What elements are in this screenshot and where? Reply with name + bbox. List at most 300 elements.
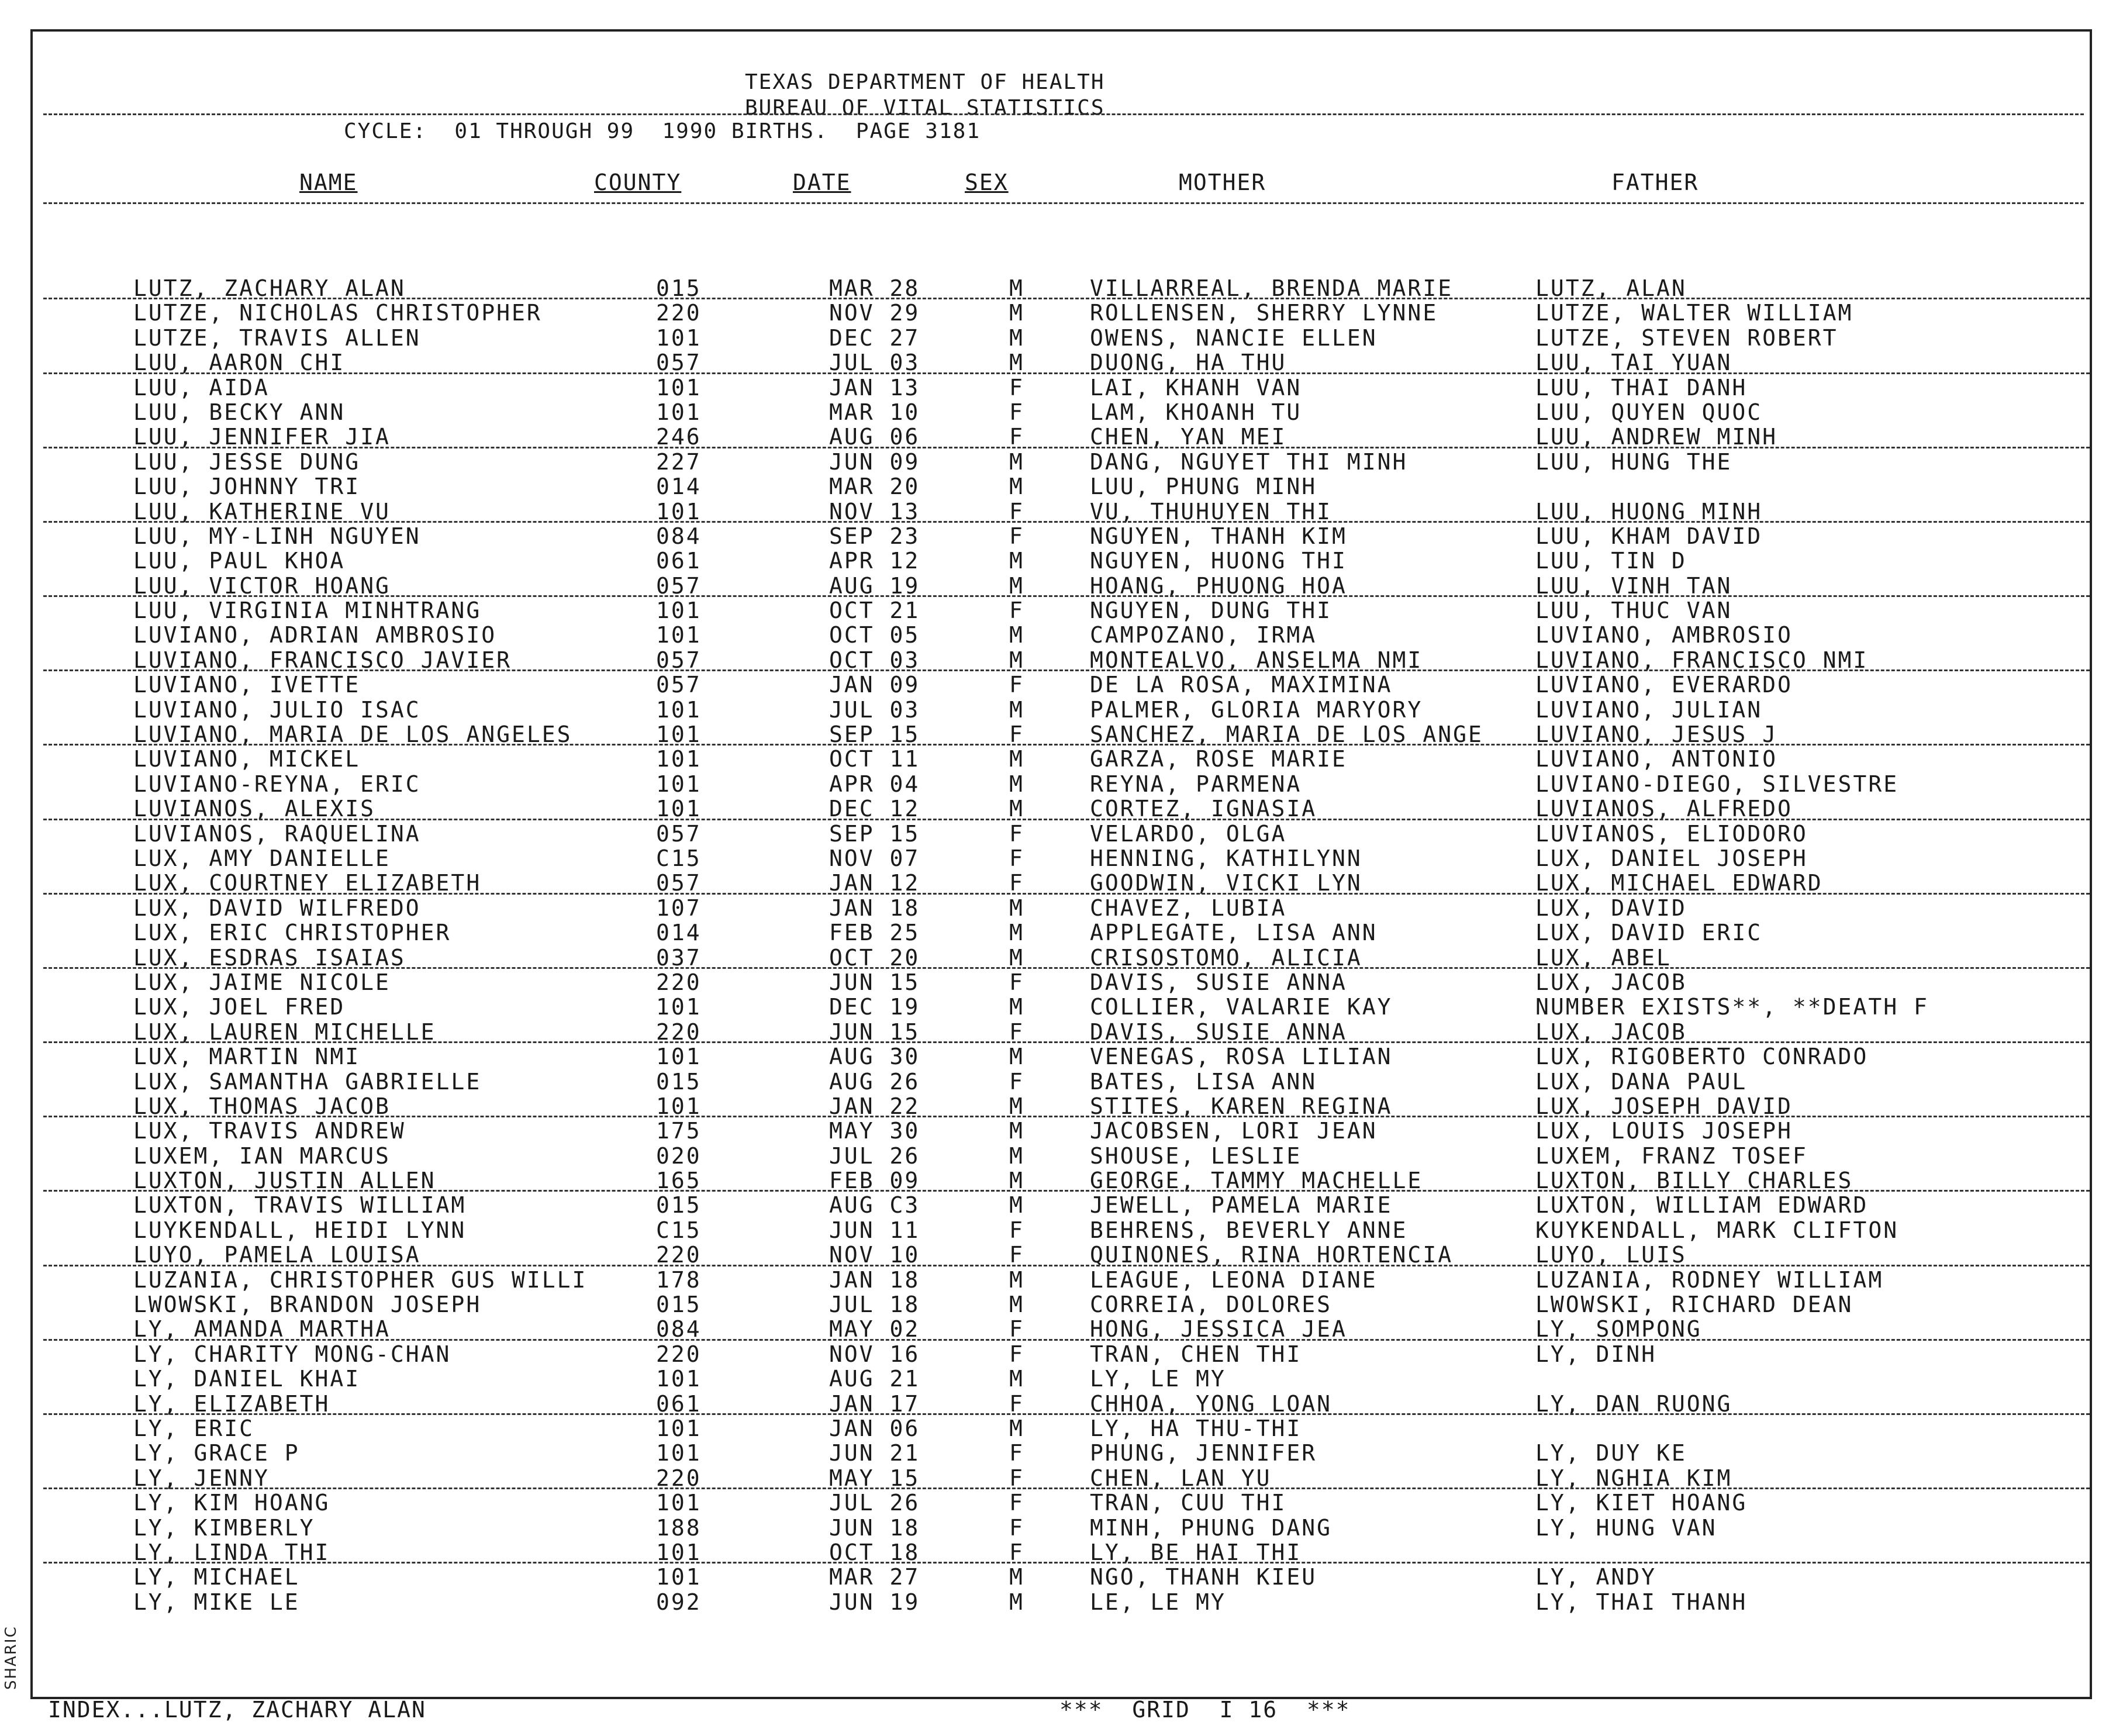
cell-name: LUTZE, NICHOLAS CHRISTOPHER — [133, 300, 542, 326]
column-header-county: COUNTY — [594, 170, 682, 195]
cell-county: 057 — [656, 672, 702, 698]
table-row — [33, 896, 2090, 920]
cell-county: 084 — [656, 523, 702, 549]
cell-mother: STITES, KAREN REGINA — [1090, 1093, 1393, 1119]
cell-name: LUU, JOHNNY TRI — [133, 474, 361, 500]
cell-sex: F — [1009, 820, 1024, 847]
cell-date: JAN 06 — [829, 1415, 920, 1441]
cell-name: LUX, LAUREN MICHELLE — [133, 1019, 436, 1045]
cell-county: C15 — [656, 845, 702, 871]
cell-mother: CHHOA, YONG LOAN — [1090, 1390, 1333, 1417]
cell-father: LUU, HUNG THE — [1535, 448, 1732, 475]
cell-sex: F — [1009, 969, 1024, 995]
cell-mother: PALMER, GLORIA MARYORY — [1090, 696, 1423, 723]
cell-date: JAN 12 — [829, 870, 920, 896]
cell-father: LUU, THUC VAN — [1535, 598, 1732, 624]
cell-date: JUN 11 — [829, 1217, 920, 1243]
cell-name: LUU, AARON CHI — [133, 350, 346, 376]
cell-county: 220 — [656, 969, 702, 995]
cell-father: LUVIANO-DIEGO, SILVESTRE — [1535, 771, 1899, 797]
table-row — [33, 524, 2090, 548]
table-row — [33, 1416, 2090, 1441]
table-row — [33, 326, 2090, 350]
cell-sex: F — [1009, 1217, 1024, 1243]
cell-father: LUU, VINH TAN — [1535, 572, 1732, 599]
cell-name: LY, JENNY — [133, 1465, 270, 1491]
cell-name: LUX, THOMAS JACOB — [133, 1093, 391, 1119]
cell-mother: VELARDO, OLGA — [1090, 820, 1287, 847]
cell-sex: F — [1009, 399, 1024, 425]
cell-father: LUU, KHAM DAVID — [1535, 523, 1763, 549]
header-cycle: CYCLE: 01 THROUGH 99 1990 BIRTHS. PAGE 3181 — [344, 119, 981, 143]
cell-date: DEC 19 — [829, 994, 920, 1020]
cell-father: LUZANIA, RODNEY WILLIAM — [1535, 1266, 1884, 1293]
cell-date: APR 12 — [829, 548, 920, 574]
cell-county: 061 — [656, 1390, 702, 1417]
cell-date: JAN 22 — [829, 1093, 920, 1119]
cell-county: 220 — [656, 300, 702, 326]
cell-mother: DAVIS, SUSIE ANNA — [1090, 969, 1347, 995]
cell-sex: M — [1009, 548, 1024, 574]
cell-sex: M — [1009, 1292, 1024, 1318]
cell-sex: M — [1009, 1564, 1024, 1590]
cell-name: LUU, MY-LINH NGUYEN — [133, 523, 421, 549]
cell-mother: VILLARREAL, BRENDA MARIE — [1090, 275, 1454, 301]
cell-date: SEP 23 — [829, 523, 920, 549]
column-header-name: NAME — [299, 170, 358, 195]
column-header-father: FATHER — [1611, 170, 1699, 195]
table-row — [33, 871, 2090, 895]
cell-father: LUU, QUYEN QUOC — [1535, 399, 1763, 425]
cell-mother: PHUNG, JENNIFER — [1090, 1440, 1317, 1466]
cell-sex: F — [1009, 870, 1024, 896]
table-row — [33, 1020, 2090, 1044]
cell-mother: DE LA ROSA, MAXIMINA — [1090, 672, 1393, 698]
cell-county: 037 — [656, 944, 702, 971]
table-row — [33, 499, 2090, 524]
cell-date: APR 04 — [829, 771, 920, 797]
cell-county: 227 — [656, 448, 702, 475]
cell-county: 015 — [656, 1068, 702, 1095]
cell-date: MAR 27 — [829, 1564, 920, 1590]
cell-mother: CRISOSTOMO, ALICIA — [1090, 944, 1362, 971]
cell-mother: LE, LE MY — [1090, 1589, 1226, 1615]
cell-county: 057 — [656, 820, 702, 847]
cell-name: LUZANIA, CHRISTOPHER GUS WILLI — [133, 1266, 588, 1293]
cell-sex: M — [1009, 696, 1024, 723]
cell-sex: M — [1009, 796, 1024, 822]
table-row — [33, 1565, 2090, 1589]
cell-name: LUX, COURTNEY ELIZABETH — [133, 870, 482, 896]
cell-county: 101 — [656, 498, 702, 524]
cell-sex: M — [1009, 1192, 1024, 1219]
table-row — [33, 822, 2090, 846]
cell-county: 015 — [656, 1192, 702, 1219]
cell-county: 246 — [656, 424, 702, 450]
cell-name: LUYO, PAMELA LOUISA — [133, 1242, 421, 1268]
header-rule-bottom — [43, 202, 2084, 204]
cell-father: LUX, DANIEL JOSEPH — [1535, 845, 1808, 871]
table-row — [33, 1193, 2090, 1217]
cell-name: LUX, DAVID WILFREDO — [133, 895, 421, 921]
table-row — [33, 698, 2090, 722]
table-row — [33, 301, 2090, 325]
table-row — [33, 1317, 2090, 1341]
cell-sex: F — [1009, 672, 1024, 698]
cell-county: 015 — [656, 1292, 702, 1318]
cell-name: LUVIANO, JULIO ISAC — [133, 696, 421, 723]
cell-county: 101 — [656, 722, 702, 748]
cell-father: LUTZE, WALTER WILLIAM — [1535, 300, 1853, 326]
cell-date: AUG 26 — [829, 1068, 920, 1095]
cell-sex: F — [1009, 1390, 1024, 1417]
cell-county: 220 — [656, 1465, 702, 1491]
cell-mother: BATES, LISA ANN — [1090, 1068, 1317, 1095]
cell-sex: M — [1009, 920, 1024, 946]
cell-father: LUTZ, ALAN — [1535, 275, 1687, 301]
cell-name: LUU, JESSE DUNG — [133, 448, 361, 475]
table-row — [33, 1119, 2090, 1143]
cell-mother: MINH, PHUNG DANG — [1090, 1514, 1333, 1541]
table-row — [33, 672, 2090, 697]
cell-mother: LY, LE MY — [1090, 1366, 1226, 1392]
cell-sex: F — [1009, 523, 1024, 549]
cell-sex: M — [1009, 746, 1024, 772]
header-rule-top — [43, 113, 2084, 115]
cell-county: 165 — [656, 1168, 702, 1194]
cell-county: 101 — [656, 598, 702, 624]
cell-date: OCT 05 — [829, 622, 920, 648]
cell-name: LUU, KATHERINE VU — [133, 498, 391, 524]
cell-date: JUN 15 — [829, 969, 920, 995]
table-row — [33, 1516, 2090, 1540]
cell-father: LUX, JACOB — [1535, 1019, 1687, 1045]
cell-mother: OWENS, NANCIE ELLEN — [1090, 325, 1378, 351]
cell-date: AUG 21 — [829, 1366, 920, 1392]
cell-name: LUX, JOEL FRED — [133, 994, 346, 1020]
table-row — [33, 548, 2090, 573]
cell-sex: M — [1009, 1589, 1024, 1615]
cell-date: JUN 15 — [829, 1019, 920, 1045]
table-row — [33, 474, 2090, 499]
cell-date: OCT 21 — [829, 598, 920, 624]
cell-county: 092 — [656, 1589, 702, 1615]
cell-mother: TRAN, CUU THI — [1090, 1490, 1287, 1516]
cell-date: FEB 09 — [829, 1168, 920, 1194]
table-row — [33, 598, 2090, 623]
table-row — [33, 1044, 2090, 1069]
cell-father: KUYKENDALL, MARK CLIFTON — [1535, 1217, 1899, 1243]
cell-mother: HONG, JESSICA JEA — [1090, 1316, 1347, 1342]
cell-sex: F — [1009, 1068, 1024, 1095]
table-row — [33, 424, 2090, 449]
cell-sex: M — [1009, 1415, 1024, 1441]
table-row — [33, 772, 2090, 796]
table-row — [33, 375, 2090, 400]
cell-sex: F — [1009, 722, 1024, 748]
cell-sex: M — [1009, 1118, 1024, 1144]
cell-county: 220 — [656, 1019, 702, 1045]
cell-name: LUU, JENNIFER JIA — [133, 424, 391, 450]
cell-name: LUX, ERIC CHRISTOPHER — [133, 920, 451, 946]
cell-sex: F — [1009, 1514, 1024, 1541]
cell-name: LUVIANOS, ALEXIS — [133, 796, 376, 822]
cell-father: LUTZE, STEVEN ROBERT — [1535, 325, 1838, 351]
table-row — [33, 1268, 2090, 1292]
cell-county: 220 — [656, 1242, 702, 1268]
cell-date: JAN 18 — [829, 895, 920, 921]
cell-mother: VENEGAS, ROSA LILIAN — [1090, 1044, 1393, 1070]
cell-name: LUYKENDALL, HEIDI LYNN — [133, 1217, 467, 1243]
cell-name: LY, DANIEL KHAI — [133, 1366, 361, 1392]
cell-county: 175 — [656, 1118, 702, 1144]
cell-father: LUVIANOS, ELIODORO — [1535, 820, 1808, 847]
cell-county: 057 — [656, 647, 702, 673]
cell-father: LUU, TAI YUAN — [1535, 350, 1732, 376]
cell-mother: LAI, KHANH VAN — [1090, 374, 1302, 401]
cell-date: JAN 18 — [829, 1266, 920, 1293]
table-row — [33, 1243, 2090, 1267]
table-row — [33, 400, 2090, 424]
table-row — [33, 1069, 2090, 1094]
cell-sex: F — [1009, 1539, 1024, 1565]
cell-mother: GEORGE, TAMMY MACHELLE — [1090, 1168, 1423, 1194]
cell-mother: MONTEALVO, ANSELMA NMI — [1090, 647, 1423, 673]
cell-county: 101 — [656, 1440, 702, 1466]
cell-date: JAN 13 — [829, 374, 920, 401]
cell-date: JUN 19 — [829, 1589, 920, 1615]
cell-mother: LAM, KHOANH TU — [1090, 399, 1302, 425]
table-row — [33, 1441, 2090, 1465]
table-row — [33, 970, 2090, 995]
cell-name: LY, LINDA THI — [133, 1539, 330, 1565]
cell-father: LY, DAN RUONG — [1535, 1390, 1732, 1417]
cell-date: JUL 26 — [829, 1490, 920, 1516]
column-header-mother: MOTHER — [1179, 170, 1266, 195]
cell-mother: APPLEGATE, LISA ANN — [1090, 920, 1378, 946]
table-row — [33, 1094, 2090, 1119]
cell-mother: GARZA, ROSE MARIE — [1090, 746, 1347, 772]
cell-father: LY, ANDY — [1535, 1564, 1657, 1590]
cell-mother: GOODWIN, VICKI LYN — [1090, 870, 1362, 896]
cell-mother: NGUYEN, DUNG THI — [1090, 598, 1333, 624]
cell-father: LUU, THAI DANH — [1535, 374, 1748, 401]
cell-date: JUL 26 — [829, 1143, 920, 1169]
table-row — [33, 574, 2090, 598]
cell-name: LUX, ESDRAS ISAIAS — [133, 944, 406, 971]
cell-county: 084 — [656, 1316, 702, 1342]
cell-sex: M — [1009, 994, 1024, 1020]
cell-sex: M — [1009, 895, 1024, 921]
cell-sex: F — [1009, 598, 1024, 624]
table-row — [33, 350, 2090, 375]
cell-father: LUXTON, WILLIAM EDWARD — [1535, 1192, 1869, 1219]
cell-father: LUX, JOSEPH DAVID — [1535, 1093, 1793, 1119]
cell-county: 101 — [656, 994, 702, 1020]
cell-sex: M — [1009, 275, 1024, 301]
cell-county: 101 — [656, 771, 702, 797]
cell-sex: F — [1009, 1490, 1024, 1516]
cell-county: 057 — [656, 870, 702, 896]
cell-father: LWOWSKI, RICHARD DEAN — [1535, 1292, 1853, 1318]
cell-sex: M — [1009, 1093, 1024, 1119]
cell-date: AUG 06 — [829, 424, 920, 450]
cell-name: LUXEM, IAN MARCUS — [133, 1143, 391, 1169]
cell-county: 101 — [656, 1044, 702, 1070]
cell-county: 107 — [656, 895, 702, 921]
cell-mother: VU, THUHUYEN THI — [1090, 498, 1333, 524]
cell-date: SEP 15 — [829, 820, 920, 847]
table-row — [33, 1490, 2090, 1515]
cell-county: 101 — [656, 374, 702, 401]
table-row — [33, 796, 2090, 821]
index-sheet — [30, 29, 2092, 1723]
cell-sex: M — [1009, 1266, 1024, 1293]
cell-father: NUMBER EXISTS**, **DEATH F — [1535, 994, 1929, 1020]
cell-name: LUXTON, TRAVIS WILLIAM — [133, 1192, 467, 1219]
cell-name: LY, MIKE LE — [133, 1589, 300, 1615]
cell-mother: HENNING, KATHILYNN — [1090, 845, 1362, 871]
cell-name: LUVIANO, FRANCISCO JAVIER — [133, 647, 512, 673]
cell-mother: CORREIA, DOLORES — [1090, 1292, 1333, 1318]
cell-county: 101 — [656, 1564, 702, 1590]
cell-mother: CHEN, YAN MEI — [1090, 424, 1287, 450]
table-row — [33, 945, 2090, 970]
cell-mother: DAVIS, SUSIE ANNA — [1090, 1019, 1347, 1045]
cell-name: LUXTON, JUSTIN ALLEN — [133, 1168, 436, 1194]
cell-sex: M — [1009, 1168, 1024, 1194]
cell-name: LUTZ, ZACHARY ALAN — [133, 275, 406, 301]
cell-name: LUVIANO, ADRIAN AMBROSIO — [133, 622, 497, 648]
cell-sex: F — [1009, 1019, 1024, 1045]
cell-mother: LY, HA THU-THI — [1090, 1415, 1302, 1441]
cell-county: C15 — [656, 1217, 702, 1243]
cell-father: LUX, MICHAEL EDWARD — [1535, 870, 1823, 896]
table-row — [33, 1218, 2090, 1243]
cell-sex: F — [1009, 1242, 1024, 1268]
cell-mother: NGO, THANH KIEU — [1090, 1564, 1317, 1590]
cell-father: LUX, LOUIS JOSEPH — [1535, 1118, 1793, 1144]
cell-name: LUU, VICTOR HOANG — [133, 572, 391, 599]
cell-sex: M — [1009, 350, 1024, 376]
cell-mother: REYNA, PARMENA — [1090, 771, 1302, 797]
cell-county: 178 — [656, 1266, 702, 1293]
cell-father: LUVIANO, JULIAN — [1535, 696, 1763, 723]
table-row — [33, 1168, 2090, 1193]
cell-county: 101 — [656, 325, 702, 351]
header-department: TEXAS DEPARTMENT OF HEALTH — [745, 70, 1105, 94]
cell-name: LUX, AMY DANIELLE — [133, 845, 391, 871]
cell-county: 101 — [656, 696, 702, 723]
cell-date: JUN 09 — [829, 448, 920, 475]
cell-date: JUN 18 — [829, 1514, 920, 1541]
cell-county: 015 — [656, 275, 702, 301]
cell-date: NOV 10 — [829, 1242, 920, 1268]
cell-mother: ROLLENSEN, SHERRY LYNNE — [1090, 300, 1438, 326]
cell-sex: F — [1009, 374, 1024, 401]
cell-father: LUYO, LUIS — [1535, 1242, 1687, 1268]
cell-name: LY, MICHAEL — [133, 1564, 300, 1590]
table-row — [33, 1540, 2090, 1565]
table-row — [33, 1144, 2090, 1168]
cell-county: 014 — [656, 920, 702, 946]
cell-father: LUVIANOS, ALFREDO — [1535, 796, 1793, 822]
cell-sex: M — [1009, 647, 1024, 673]
cell-county: 101 — [656, 1490, 702, 1516]
column-header-date: DATE — [793, 170, 851, 195]
cell-mother: JACOBSEN, LORI JEAN — [1090, 1118, 1378, 1144]
cell-county: 101 — [656, 399, 702, 425]
table-row — [33, 995, 2090, 1019]
cell-name: LUX, TRAVIS ANDREW — [133, 1118, 406, 1144]
cell-name: LUX, SAMANTHA GABRIELLE — [133, 1068, 482, 1095]
cell-date: AUG C3 — [829, 1192, 920, 1219]
cell-father: LUVIANO, ANTONIO — [1535, 746, 1778, 772]
cell-mother: DUONG, HA THU — [1090, 350, 1287, 376]
cell-sex: M — [1009, 325, 1024, 351]
cell-father: LY, DUY KE — [1535, 1440, 1687, 1466]
cell-father: LY, HUNG VAN — [1535, 1514, 1717, 1541]
cell-name: LY, GRACE P — [133, 1440, 300, 1466]
table-row — [33, 920, 2090, 945]
cell-sex: F — [1009, 1465, 1024, 1491]
cell-sex: M — [1009, 1366, 1024, 1392]
cell-father: LUX, ABEL — [1535, 944, 1672, 971]
cell-county: 057 — [656, 572, 702, 599]
table-row — [33, 1590, 2090, 1614]
cell-sex: F — [1009, 424, 1024, 450]
table-row — [33, 1342, 2090, 1366]
cell-date: MAY 15 — [829, 1465, 920, 1491]
cell-county: 101 — [656, 796, 702, 822]
table-row — [33, 648, 2090, 672]
cell-name: LUTZE, TRAVIS ALLEN — [133, 325, 421, 351]
table-row — [33, 450, 2090, 474]
cell-date: NOV 07 — [829, 845, 920, 871]
cell-name: LUVIANO, MICKEL — [133, 746, 361, 772]
cell-name: LY, KIM HOANG — [133, 1490, 330, 1516]
cell-father: LUX, DAVID — [1535, 895, 1687, 921]
table-row — [33, 1366, 2090, 1391]
cell-date: JAN 09 — [829, 672, 920, 698]
cell-mother: LUU, PHUNG MINH — [1090, 474, 1317, 500]
cell-sex: F — [1009, 1440, 1024, 1466]
cell-date: AUG 19 — [829, 572, 920, 599]
cell-name: LY, ERIC — [133, 1415, 255, 1441]
cell-father: LUX, DANA PAUL — [1535, 1068, 1748, 1095]
cell-sex: F — [1009, 1316, 1024, 1342]
cell-sex: F — [1009, 845, 1024, 871]
cell-father: LUXEM, FRANZ TOSEF — [1535, 1143, 1808, 1169]
cell-sex: M — [1009, 1143, 1024, 1169]
cell-father: LUU, TIN D — [1535, 548, 1687, 574]
cell-county: 101 — [656, 622, 702, 648]
cell-mother: HOANG, PHUONG HOA — [1090, 572, 1347, 599]
cell-county: 057 — [656, 350, 702, 376]
cell-mother: SANCHEZ, MARIA DE LOS ANGE — [1090, 722, 1483, 748]
cell-mother: QUINONES, RINA HORTENCIA — [1090, 1242, 1454, 1268]
cell-mother: LEAGUE, LEONA DIANE — [1090, 1266, 1378, 1293]
cell-father: LUU, HUONG MINH — [1535, 498, 1763, 524]
birth-records-table — [33, 276, 2090, 1614]
cell-county: 061 — [656, 548, 702, 574]
cell-name: LUX, MARTIN NMI — [133, 1044, 361, 1070]
cell-mother: LY, BE HAI THI — [1090, 1539, 1302, 1565]
cell-father: LUXTON, BILLY CHARLES — [1535, 1168, 1853, 1194]
table-row — [33, 276, 2090, 301]
cell-mother: SHOUSE, LESLIE — [1090, 1143, 1302, 1169]
table-row — [33, 722, 2090, 747]
